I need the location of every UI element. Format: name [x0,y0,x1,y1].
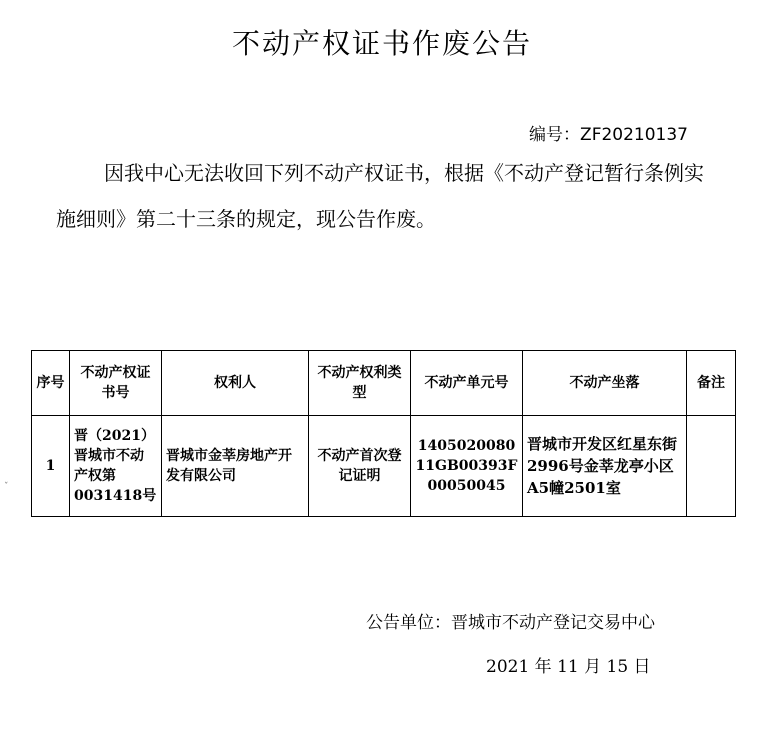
header-right-type: 不动产权利类型 [309,351,411,416]
page-title: 不动产权证书作废公告 [231,27,532,60]
header-owner: 权利人 [162,351,309,416]
header-location: 不动产坐落 [523,351,687,416]
announcement-text: 因我中心无法收回下列不动产权证书，根据《不动产登记暂行条例实施细则》第二十三条的规定，现公告作废。 [56,161,704,231]
header-seq: 序号 [32,351,70,416]
table-row [32,416,736,517]
cell-seq: 1 [32,416,70,517]
cell-remark [687,416,736,517]
header-unit-no: 不动产单元号 [411,351,523,416]
cell-cert-no: 晋（2021）晋城市不动产权第0031418号 [70,416,162,517]
table-header-row [32,351,736,416]
void-certificate-table [31,350,736,517]
announcement-paragraph [56,150,704,242]
cell-owner: 晋城市金莘房地产开发有限公司 [162,416,309,517]
issuing-unit: 公告单位：晋城市不动产登记交易中心 [366,613,655,633]
scan-mark-icon: ˇ [4,482,9,492]
document-number: 编号：ZF20210137 [529,125,688,145]
header-remark: 备注 [687,351,736,416]
issue-date: 2021 年 11 月 15 日 [486,657,651,677]
cell-unit-no: 140502008011GB00393F00050045 [411,416,523,517]
header-cert-no: 不动产权证书号 [70,351,162,416]
cell-location: 晋城市开发区红星东街2996号金莘龙亭小区A5幢2501室 [523,416,687,517]
cell-right-type: 不动产首次登记证明 [309,416,411,517]
